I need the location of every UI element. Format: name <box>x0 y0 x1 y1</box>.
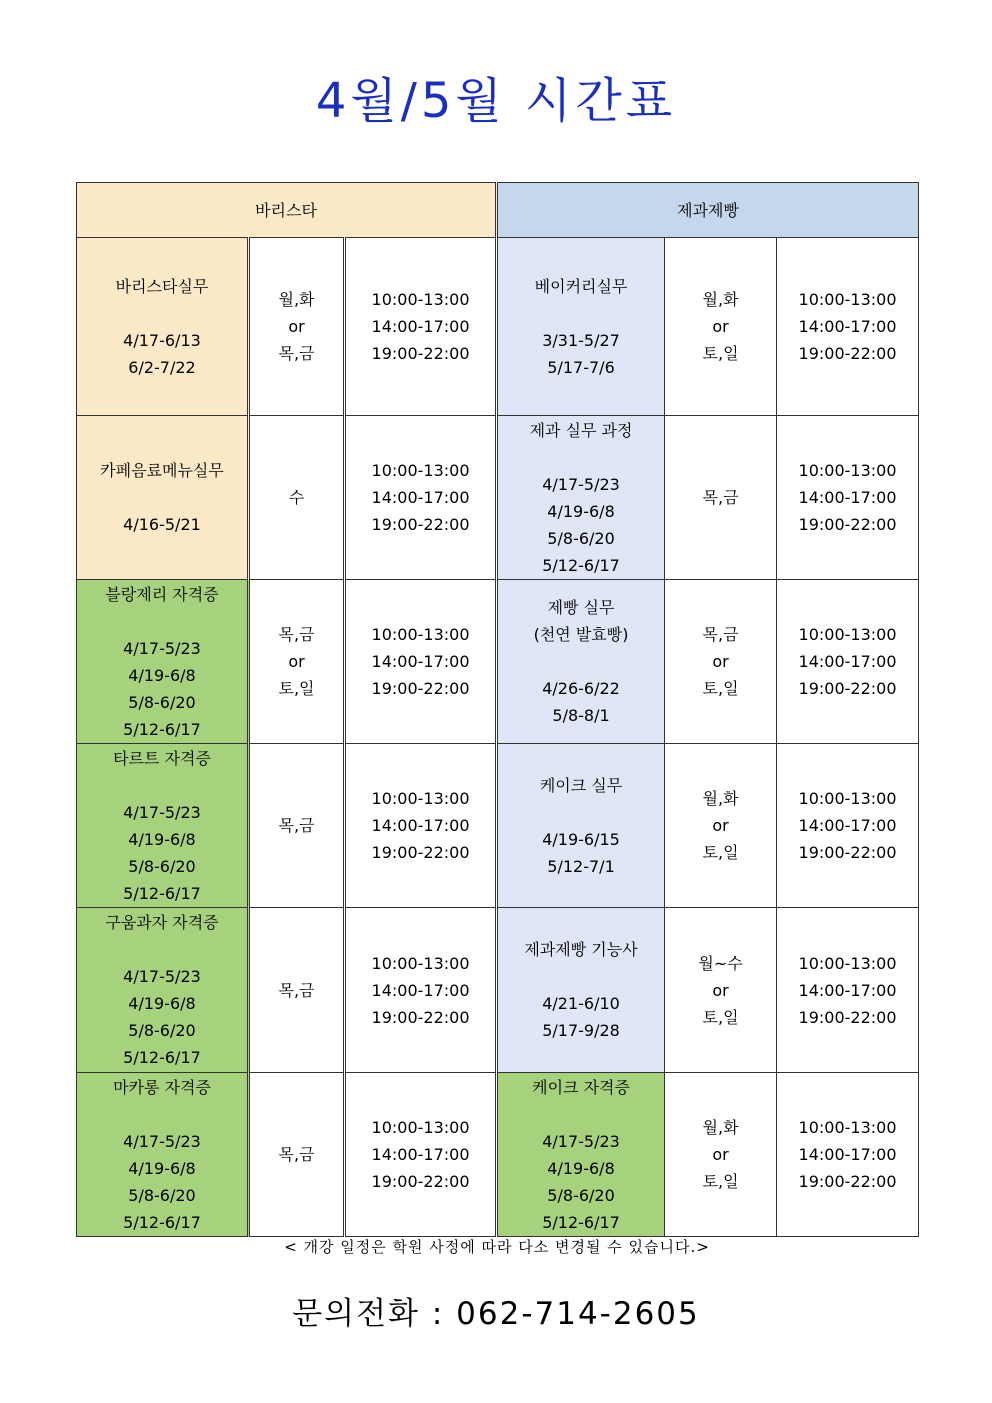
table-row <box>77 580 919 744</box>
right-class-times-cell <box>777 908 919 1073</box>
class-times: 19:00-22:00 <box>798 344 897 363</box>
class-times: 10:00-13:00 <box>371 290 470 309</box>
class-times: 10:00-13:00 <box>798 461 897 480</box>
class-times: 10:00-13:00 <box>798 625 897 644</box>
class-times: 14:00-17:00 <box>371 1145 470 1164</box>
table-row <box>77 908 919 1073</box>
course-date-range: 5/12-6/17 <box>123 1048 201 1067</box>
class-days: 목,금 <box>702 625 739 644</box>
class-times: 10:00-13:00 <box>371 1118 470 1137</box>
course-date-range: 4/19-6/8 <box>547 501 615 521</box>
class-days: 월,화 <box>278 290 315 309</box>
left-course-cell <box>77 1073 249 1237</box>
class-times: 10:00-13:00 <box>798 789 897 808</box>
course-date-range: 4/17-5/23 <box>123 638 201 658</box>
course-name: 제빵 실무 <box>547 598 615 617</box>
left-class-days-cell <box>249 580 345 744</box>
course-date-range: 3/31-5/27 <box>542 330 620 350</box>
class-days: 목,금 <box>278 1145 315 1164</box>
course-date-range: 5/8-6/20 <box>547 1185 615 1205</box>
course-date-range: 4/17-6/13 <box>123 330 201 350</box>
course-date-range: 4/17-5/23 <box>123 802 201 822</box>
course-name: 마카롱 자격증 <box>113 1077 211 1097</box>
class-days: 토,일 <box>702 344 739 363</box>
class-times: 14:00-17:00 <box>371 816 470 835</box>
class-times: 10:00-13:00 <box>371 789 470 808</box>
left-class-days-cell <box>249 1073 345 1237</box>
right-course-cell <box>497 908 665 1073</box>
table-header-row <box>77 183 919 238</box>
class-times: 14:00-17:00 <box>798 980 897 1000</box>
course-date-range: 5/8-6/20 <box>547 528 615 548</box>
class-times: 14:00-17:00 <box>371 317 470 336</box>
class-days: 목,금 <box>702 488 739 507</box>
course-date-range: 4/17-5/23 <box>542 1131 620 1151</box>
class-times: 19:00-22:00 <box>371 1172 470 1191</box>
right-class-days-cell <box>665 416 777 580</box>
bakery-header: 제과제빵 <box>497 183 919 238</box>
course-name: 제과제빵 기능사 <box>524 940 638 959</box>
class-times: 19:00-22:00 <box>371 679 470 698</box>
class-days: 토,일 <box>702 843 739 862</box>
course-name: 카페음료메뉴실무 <box>100 461 224 480</box>
course-name: 구움과자 자격증 <box>105 913 219 932</box>
right-course-cell <box>497 744 665 908</box>
class-times: 14:00-17:00 <box>371 980 470 1000</box>
class-days: 월,화 <box>702 1118 739 1137</box>
class-days: 목,금 <box>278 625 315 644</box>
course-date-range: 5/12-6/17 <box>123 883 201 903</box>
class-days: 목,금 <box>278 980 315 1000</box>
class-times: 19:00-22:00 <box>798 1172 897 1191</box>
left-class-times-cell <box>345 744 497 908</box>
course-name: 케이크 실무 <box>539 775 623 795</box>
course-date-range: 4/19-6/8 <box>128 665 196 685</box>
course-date-range: 4/19-6/8 <box>128 829 196 849</box>
course-date-range: 4/19-6/8 <box>128 1158 196 1178</box>
class-times: 14:00-17:00 <box>798 816 897 835</box>
right-course-cell <box>497 1073 665 1237</box>
class-days: or <box>712 317 729 336</box>
left-course-cell <box>77 416 249 580</box>
class-times: 10:00-13:00 <box>798 953 897 973</box>
left-course-cell <box>77 238 249 416</box>
left-course-cell <box>77 908 249 1073</box>
class-times: 19:00-22:00 <box>371 1007 470 1027</box>
class-times: 14:00-17:00 <box>371 488 470 507</box>
left-class-times-cell <box>345 1073 497 1237</box>
course-date-range: 5/12-6/17 <box>123 1212 201 1232</box>
left-class-days-cell <box>249 744 345 908</box>
table-row <box>77 1073 919 1237</box>
right-class-times-cell <box>777 744 919 908</box>
class-times: 19:00-22:00 <box>798 679 897 698</box>
course-name: 블랑제리 자격증 <box>105 584 219 604</box>
page-title: 4월/5월 시간표 <box>315 73 677 129</box>
course-date-range: 5/12-6/17 <box>542 555 620 575</box>
course-name: 베이커리실무 <box>534 276 628 296</box>
course-date-range: 6/2-7/22 <box>128 357 196 377</box>
course-name: 바리스타실무 <box>115 276 209 296</box>
class-days: 수 <box>288 488 305 507</box>
class-times: 14:00-17:00 <box>798 1145 897 1164</box>
contact-phone: 문의전화 : 062-714-2605 <box>292 1296 700 1332</box>
class-days: or <box>712 652 729 671</box>
class-days: 토,일 <box>278 679 315 698</box>
course-date-range: 5/8-8/1 <box>552 706 610 725</box>
course-date-range: 5/17-9/28 <box>542 1021 620 1040</box>
right-course-cell <box>497 416 665 580</box>
course-name: 케이크 자격증 <box>532 1077 630 1097</box>
right-course-cell <box>497 238 665 416</box>
left-class-times-cell <box>345 416 497 580</box>
class-times: 14:00-17:00 <box>371 652 470 671</box>
class-days: or <box>288 652 305 671</box>
class-times: 14:00-17:00 <box>798 488 897 507</box>
class-days: 월~수 <box>698 953 743 973</box>
right-class-days-cell <box>665 1073 777 1237</box>
table-row <box>77 238 919 416</box>
class-times: 10:00-13:00 <box>798 1118 897 1137</box>
class-days: or <box>712 980 729 1000</box>
left-class-times-cell <box>345 238 497 416</box>
right-class-days-cell <box>665 238 777 416</box>
class-times: 14:00-17:00 <box>798 652 897 671</box>
class-days: 목,금 <box>278 344 315 363</box>
barista-header: 바리스타 <box>77 183 497 238</box>
class-days: 월,화 <box>702 290 739 309</box>
class-times: 19:00-22:00 <box>371 515 470 534</box>
course-date-range: 4/17-5/23 <box>542 474 620 494</box>
left-class-days-cell <box>249 238 345 416</box>
class-times: 19:00-22:00 <box>798 843 897 862</box>
left-course-cell <box>77 744 249 908</box>
right-class-times-cell <box>777 580 919 744</box>
course-date-range: 4/26-6/22 <box>542 679 620 698</box>
course-date-range: 4/17-5/23 <box>123 967 201 986</box>
right-class-days-cell <box>665 580 777 744</box>
class-days: or <box>288 317 305 336</box>
course-date-range: 5/17-7/6 <box>547 357 615 377</box>
left-class-days-cell <box>249 416 345 580</box>
class-times: 10:00-13:00 <box>371 461 470 480</box>
class-times: 10:00-13:00 <box>798 290 897 309</box>
left-class-times-cell <box>345 580 497 744</box>
class-times: 19:00-22:00 <box>798 515 897 534</box>
class-times: 10:00-13:00 <box>371 953 470 973</box>
course-date-range: 4/19-6/8 <box>547 1158 615 1178</box>
class-times: 19:00-22:00 <box>798 1007 897 1027</box>
class-times: 19:00-22:00 <box>371 344 470 363</box>
right-class-times-cell <box>777 1073 919 1237</box>
course-date-range: 4/19-6/15 <box>542 829 620 849</box>
left-class-days-cell <box>249 908 345 1073</box>
course-date-range: 4/19-6/8 <box>128 994 196 1013</box>
right-class-times-cell <box>777 416 919 580</box>
left-course-cell <box>77 580 249 744</box>
course-date-range: 4/16-5/21 <box>123 515 201 534</box>
schedule-table <box>76 182 919 1237</box>
class-days: 토,일 <box>702 1172 739 1191</box>
course-name: 제과 실무 과정 <box>529 420 633 440</box>
class-days: 토,일 <box>702 679 739 698</box>
course-date-range: 4/17-5/23 <box>123 1131 201 1151</box>
schedule-note: < 개강 일정은 학원 사정에 따라 다소 변경될 수 있습니다.> <box>284 1238 710 1256</box>
class-days: or <box>712 816 729 835</box>
class-times: 14:00-17:00 <box>798 317 897 336</box>
table-row <box>77 744 919 908</box>
course-date-range: 5/12-6/17 <box>123 719 201 739</box>
class-times: 10:00-13:00 <box>371 625 470 644</box>
course-date-range: 5/8-6/20 <box>128 692 196 712</box>
table-row <box>77 416 919 580</box>
course-date-range: 5/8-6/20 <box>128 1021 196 1040</box>
right-course-cell <box>497 580 665 744</box>
class-days: 월,화 <box>702 789 739 808</box>
class-days: or <box>712 1145 729 1164</box>
class-days: 목,금 <box>278 816 315 835</box>
course-date-range: 5/8-6/20 <box>128 1185 196 1205</box>
left-class-times-cell <box>345 908 497 1073</box>
right-class-times-cell <box>777 238 919 416</box>
course-date-range: 5/12-6/17 <box>542 1212 620 1232</box>
course-date-range: 4/21-6/10 <box>542 994 620 1013</box>
course-date-range: 5/12-7/1 <box>547 856 615 876</box>
right-class-days-cell <box>665 908 777 1073</box>
right-class-days-cell <box>665 744 777 908</box>
course-name: (천연 발효빵) <box>533 625 629 644</box>
class-days: 토,일 <box>702 1007 739 1027</box>
class-times: 19:00-22:00 <box>371 843 470 862</box>
course-date-range: 5/8-6/20 <box>128 856 196 876</box>
course-name: 타르트 자격증 <box>113 748 211 768</box>
